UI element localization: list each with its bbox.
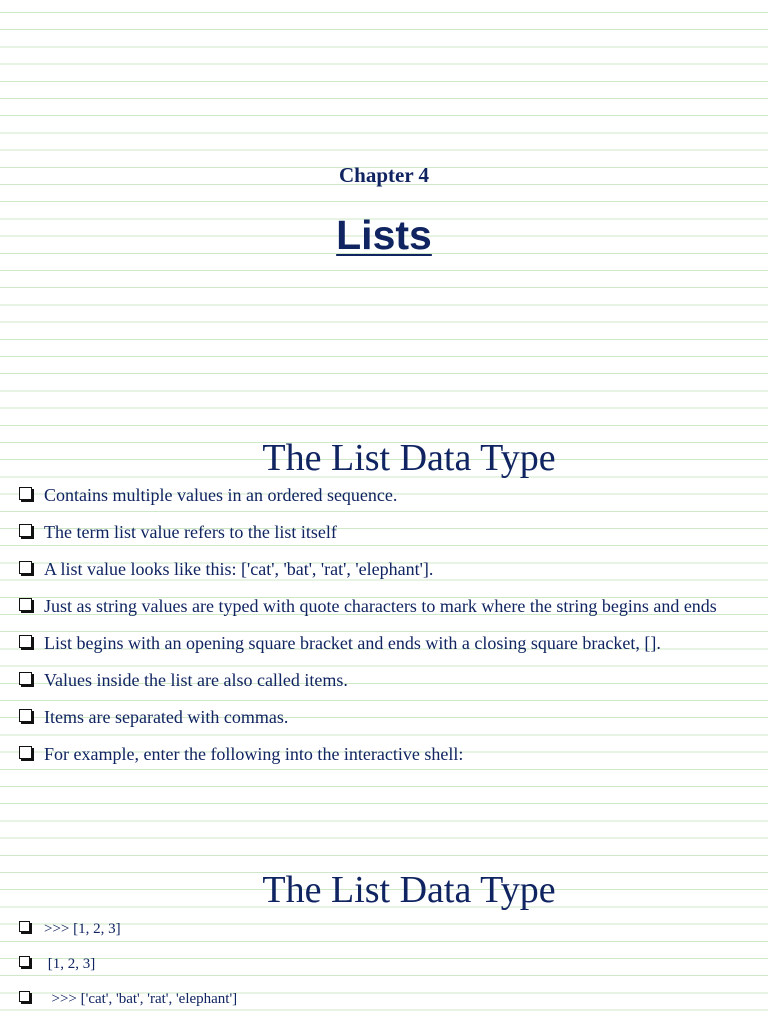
list-item (18, 743, 748, 766)
section-1-bullet-list (18, 484, 748, 780)
code-line: >>> ['cat', 'bat', 'rat', 'elephant'] (44, 991, 238, 1007)
list-item-text: Just as string values are typed with quote characters to mark where the string begins and ends (44, 596, 717, 616)
hollow-square-bullet-icon (19, 487, 32, 500)
list-item (18, 669, 748, 692)
section-title-1: The List Data Type (262, 437, 556, 479)
list-item (18, 484, 748, 507)
hollow-square-bullet-icon (19, 921, 30, 932)
list-item (18, 558, 748, 581)
hollow-square-bullet-icon (19, 956, 30, 967)
section-2-bullet-list (18, 918, 748, 1023)
list-item (18, 988, 748, 1010)
list-item-text: The term list value refers to the list itself (44, 522, 337, 542)
list-item (18, 706, 748, 729)
list-item (18, 632, 748, 655)
list-item (18, 595, 748, 618)
list-item (18, 918, 748, 940)
code-line: >>> [1, 2, 3] (44, 921, 121, 937)
list-item-text: A list value looks like this: ['cat', 'bat', 'rat', 'elephant']. (44, 559, 434, 579)
code-line: [1, 2, 3] (44, 956, 96, 972)
hollow-square-bullet-icon (19, 524, 32, 537)
list-item-text: Contains multiple values in an ordered sequence. (44, 485, 398, 505)
hollow-square-bullet-icon (19, 672, 32, 685)
list-item-text: List begins with an opening square bracket and ends with a closing square bracket, []. (44, 633, 661, 653)
hollow-square-bullet-icon (19, 709, 32, 722)
hollow-square-bullet-icon (19, 561, 32, 574)
list-item-text: Values inside the list are also called items. (44, 670, 348, 690)
chapter-label: Chapter 4 (338, 163, 430, 187)
list-item (18, 953, 748, 975)
list-item (18, 521, 748, 544)
hollow-square-bullet-icon (19, 746, 32, 759)
hollow-square-bullet-icon (19, 635, 32, 648)
hollow-square-bullet-icon (19, 598, 32, 611)
list-item-text: For example, enter the following into the interactive shell: (44, 744, 464, 764)
list-item-text: Items are separated with commas. (44, 707, 289, 727)
page-title: Lists (336, 212, 432, 258)
section-title-2: The List Data Type (262, 869, 556, 911)
hollow-square-bullet-icon (19, 991, 30, 1002)
